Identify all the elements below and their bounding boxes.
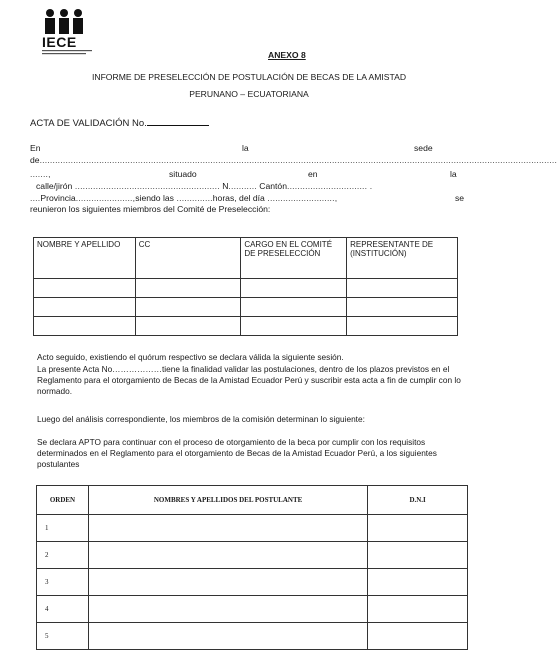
table-cell[interactable] xyxy=(88,623,367,650)
logo-text: IECE xyxy=(42,34,77,50)
header-cell: ORDEN xyxy=(37,486,89,515)
form-text: N xyxy=(222,181,229,191)
table-header-row xyxy=(37,486,468,515)
table-row xyxy=(37,623,468,650)
table-cell[interactable] xyxy=(88,569,367,596)
form-text: horas, del día xyxy=(212,193,265,203)
acta-validation-line xyxy=(30,117,209,129)
header-cell: NOMBRE Y APELLIDO xyxy=(34,238,136,279)
document-title-line2: PERUNANO – ECUATORIANA xyxy=(189,89,309,99)
table-cell[interactable] xyxy=(347,279,458,298)
order-cell: 3 xyxy=(37,569,89,596)
table-cell[interactable] xyxy=(368,542,468,569)
table-cell[interactable] xyxy=(368,569,468,596)
paragraph-purpose: La presente Acta No………………tiene la finalidad validar las postulaciones, dentro de los plazos previstos en el Reglamento para el otorgamiento de Becas de la Amistad Ecuador Perú y suscribir esta acta a fin de cumplir con lo normado. xyxy=(37,364,461,396)
form-text: Provincia xyxy=(40,193,76,203)
form-text: la xyxy=(450,169,457,179)
table-row xyxy=(34,317,458,336)
order-cell: 1 xyxy=(37,515,89,542)
header-cell: CARGO EN EL COMITÉ DE PRESELECCIÓN xyxy=(241,238,347,279)
fill-blank[interactable]: .............. xyxy=(173,193,213,203)
table-cell[interactable] xyxy=(241,317,347,336)
form-text: sede xyxy=(414,143,433,153)
table-cell[interactable] xyxy=(34,298,136,317)
table-cell[interactable] xyxy=(135,279,241,298)
table-row xyxy=(37,596,468,623)
table-cell[interactable] xyxy=(88,515,367,542)
table-header-row xyxy=(34,238,458,279)
iece-logo xyxy=(36,8,96,58)
table-row xyxy=(37,542,468,569)
form-line-4 xyxy=(36,181,468,191)
table-cell[interactable] xyxy=(368,596,468,623)
form-text: calle/jirón xyxy=(36,181,73,191)
header-cell: CC xyxy=(135,238,241,279)
paragraph-quorum: Acto seguido, existiendo el quórum respectivo se declara válida la siguiente sesión. xyxy=(37,352,344,362)
table-row xyxy=(37,569,468,596)
table-cell[interactable] xyxy=(347,298,458,317)
acta-number-blank[interactable] xyxy=(147,117,209,126)
fill-blank[interactable]: .... xyxy=(30,193,41,203)
order-cell: 2 xyxy=(37,542,89,569)
table-cell[interactable] xyxy=(34,279,136,298)
form-line-6: reunieron los siguientes miembros del Comité de Preselección: xyxy=(30,204,271,214)
document-title-line1: INFORME DE PRESELECCIÓN DE POSTULACIÓN DE BECAS DE LA AMISTAD xyxy=(91,72,407,82)
header-cell: REPRESENTANTE DE (INSTITUCIÓN) xyxy=(347,238,458,279)
form-text: siendo las xyxy=(135,193,174,203)
fill-blank[interactable]: .........................., xyxy=(264,193,338,203)
header-cell: NOMBRES Y APELLIDOS DEL POSTULANTE xyxy=(88,486,367,515)
form-line-5 xyxy=(30,193,468,203)
header-cell: D.N.I xyxy=(368,486,468,515)
table-row xyxy=(34,279,458,298)
form-text: Cantón xyxy=(259,181,287,191)
form-line-3 xyxy=(30,169,468,179)
fill-blank[interactable]: ......., xyxy=(30,169,51,179)
fill-blank[interactable]: ........... xyxy=(228,181,257,191)
table-cell[interactable] xyxy=(241,279,347,298)
table-row xyxy=(34,298,458,317)
fill-blank[interactable]: ......................, xyxy=(75,193,136,203)
table-cell[interactable] xyxy=(241,298,347,317)
table-cell[interactable] xyxy=(135,317,241,336)
form-text: se xyxy=(455,193,465,203)
paragraph-analysis: Luego del análisis correspondiente, los miembros de la comisión determinan lo siguiente: xyxy=(37,414,365,424)
fill-blank[interactable]: ............................... . xyxy=(287,181,373,191)
table-cell[interactable] xyxy=(347,317,458,336)
order-cell: 5 xyxy=(37,623,89,650)
form-text: En xyxy=(30,143,41,153)
fill-blank[interactable]: ........................................................................................................................................................................................................ xyxy=(39,155,557,165)
table-cell[interactable] xyxy=(368,623,468,650)
fill-blank[interactable]: ........................................................ xyxy=(72,181,220,191)
form-text: la xyxy=(242,143,249,153)
form-line-2 xyxy=(30,155,557,165)
table-row xyxy=(37,515,468,542)
form-line-1 xyxy=(30,143,468,153)
form-text: de xyxy=(30,155,40,165)
order-cell: 4 xyxy=(37,596,89,623)
table-cell[interactable] xyxy=(88,596,367,623)
applicants-table xyxy=(36,485,468,650)
people-logo-icon xyxy=(36,8,96,36)
committee-table xyxy=(33,237,458,336)
annex-label: ANEXO 8 xyxy=(268,50,306,60)
form-text: situado xyxy=(169,169,197,179)
table-cell[interactable] xyxy=(368,515,468,542)
table-cell[interactable] xyxy=(135,298,241,317)
table-cell[interactable] xyxy=(34,317,136,336)
form-text: en xyxy=(308,169,318,179)
acta-label: ACTA DE VALIDACIÓN No. xyxy=(30,118,147,129)
table-cell[interactable] xyxy=(88,542,367,569)
logo-subtitle-graphic xyxy=(42,50,92,57)
paragraph-declaration: Se declara APTO para continuar con el proceso de otorgamiento de la beca por cumplir con los requisitos determinados en el Reglamento para el otorgamiento de Becas de la Amistad Ecuador Perú, a los siguientes postulantes xyxy=(37,437,437,469)
